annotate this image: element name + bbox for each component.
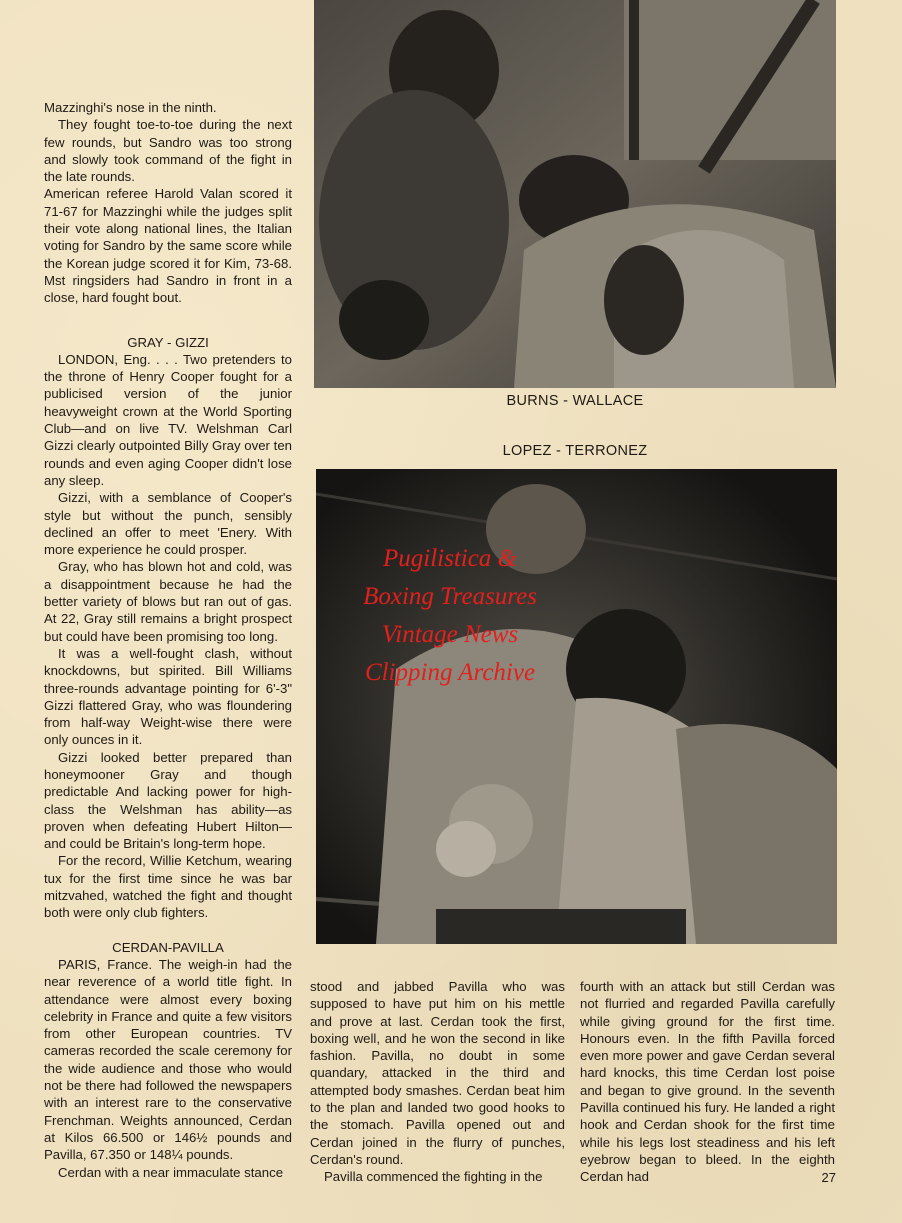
left-para-3: American referee Harold Valan scored it 71-67 for Mazzinghi while the judges split their vote along national lines, the Italian voting for Sandro by the same score while the Korean judge scored it for Kim, 73-68. Mst ringsiders had Sandro in front in a close, hard fought bout. [44, 186, 292, 306]
section-heading-gray-gizzi: GRAY - GIZZI [127, 334, 209, 350]
right-para-1: fourth with an attack but still Cerdan was not flurried and regarded Pavilla carefully while giving ground for the first time. Honours even. In the fifth Pavilla forced even more power and gave Cerdan several hard knocks, this time Cerdan lost poise and began to give ground. In the seventh Pavilla continued his fury. He landed a right hook and Cerdan shook for the first time while his legs lost steadiness and his left eyebrow began to bleed. In the eighth Cerdan had [580, 979, 835, 1185]
watermark-line-4: Clipping Archive [364, 659, 536, 686]
left-para-1: Mazzinghi's nose in the ninth. [44, 100, 217, 115]
middle-para-1: stood and jabbed Pavilla who was supposed to have put him on his mettle and prove at last. Cerdan took the first, boxing well, and he won the second in like fashion. Pavilla, no doubt in some quandary, attacked in the third and attempted body smashes. Cerdan beat him to the plan and landed two good hooks to the stomach. Pavilla opened out and Cerdan joined in the flurry of punches, Cerdan's round. [310, 979, 565, 1167]
gray-gizzi-para-1: LONDON, Eng. . . . Two pretenders to the throne of Henry Cooper fought for a publicised version of the junior heavyweight crown at the World Sporting Club—and on live TV. Welshman Carl Gizzi clearly outpointed Billy Gray over ten rounds and even aging Cooper didn't lose any sleep. [44, 351, 292, 488]
watermark-line-3: Vintage News [381, 621, 519, 648]
cerdan-pavilla-para-1: PARIS, France. The weigh-in had the near reverence of a world title fight. In attendance were almost every boxing celebrity in France and quite a few visitors from other European countries. TV cameras recorded the scale ceremony for the wide audience and those who would not be there had followed the newspapers with an interest rare to the conservative Frenchman. Weights announced, Cerdan at Kilos 66.500 or 146½ pounds and Pavilla, 67.350 or 148¼ pounds. [44, 956, 292, 1163]
right-column [580, 978, 835, 1186]
section-heading-cerdan-pavilla: CERDAN-PAVILLA [112, 939, 224, 955]
caption-burns-wallace: BURNS - WALLACE [506, 393, 644, 409]
left-para-2: They fought toe-to-toe during the next few rounds, but Sandro was too strong and slowly took command of the fight in the late rounds. [44, 117, 292, 185]
photo-burns-wallace [314, 0, 836, 388]
gray-gizzi-para-2: Gizzi, with a semblance of Cooper's style but without the punch, sensibly declined an offer to meet 'Enery. With more experience he could prosper. [44, 490, 292, 558]
caption-lopez-terronez: LOPEZ - TERRONEZ [502, 443, 648, 459]
cerdan-pavilla-para-2: Cerdan with a near immaculate stance [58, 1164, 284, 1180]
gray-gizzi-para-5: Gizzi looked better prepared than honeymooner Gray and though predictable And lacking power for high-class the Welshman has ability—as proven when defeating Hubert Hilton—and could be Britain's long-term hope. [44, 749, 292, 852]
watermark-line-2: Boxing Treasures [363, 583, 537, 610]
archive-watermark [320, 540, 580, 692]
page-number: 27 [821, 1170, 836, 1185]
gray-gizzi-para-6: For the record, Willie Ketchum, wearing tux for the first time since he was bar mitzvahed, watched the fight and thought both were only club fighters. [44, 853, 292, 921]
middle-para-2: Pavilla commenced the fighting in the [324, 1169, 543, 1185]
watermark-line-1: Pugilistica & [382, 545, 518, 572]
left-column [44, 99, 292, 1181]
gray-gizzi-para-4: It was a well-fought clash, without knockdowns, but spirited. Bill Williams three-rounds advantage pointing for 6'-3" Gizzi flattered Gray, who was floundering from half-way Weight-wise there were only ounces in it. [44, 645, 292, 748]
gray-gizzi-para-3: Gray, who has blown hot and cold, was a disappointment because he had the better variety of blows but ran out of gas. At 22, Gray still remains a bright prospect but could have been promising too long. [44, 559, 292, 644]
middle-column [310, 978, 565, 1186]
